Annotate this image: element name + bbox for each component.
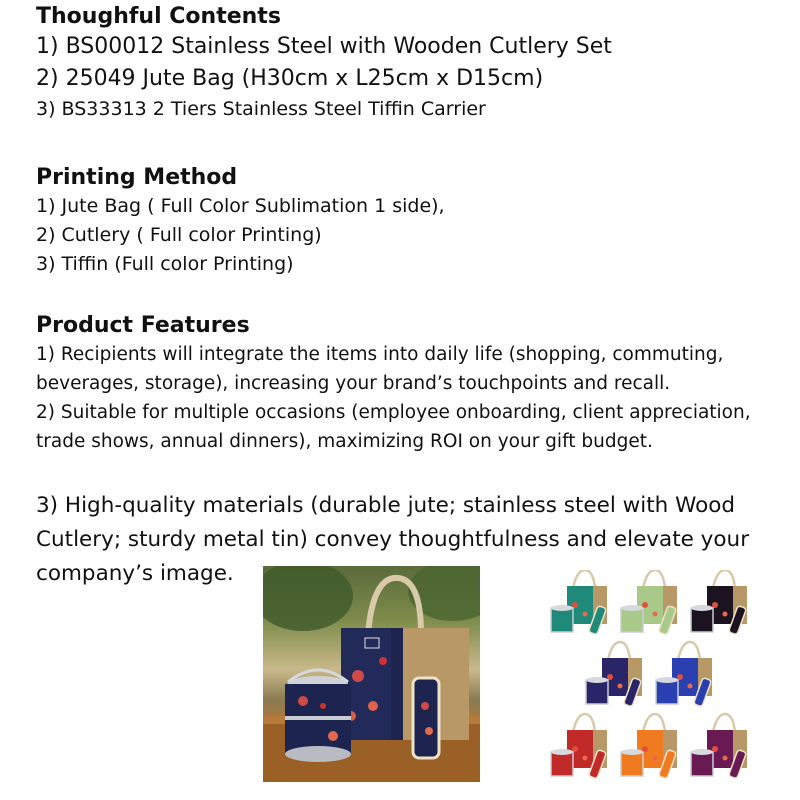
color-variant-8 (691, 714, 747, 779)
color-variants-illustration (545, 570, 760, 785)
features-heading: Product Features (36, 313, 250, 338)
color-variant-5 (656, 642, 712, 707)
feature-item-3-text: 3) High-quality materials (durable jute; stainless steel with Wood Cutlery; sturdy metal tin) convey thoughtfulness and elevate your company’s image. (36, 493, 750, 586)
color-variant-3 (691, 570, 747, 635)
printing-item-1: 1) Jute Bag ( Full Color Sublimation 1 side), (36, 195, 445, 217)
printing-section (36, 164, 800, 279)
printing-item-2: 2) Cutlery ( Full color Printing) (36, 224, 322, 246)
color-variant-2 (621, 570, 677, 635)
color-variant-6 (551, 714, 607, 779)
contents-item-3: 3) BS33313 2 Tiers Stainless Steel Tiffin Carrier (36, 98, 486, 120)
product-photo (263, 566, 480, 782)
color-variant-4 (586, 642, 642, 707)
contents-item-1: 1) BS00012 Stainless Steel with Wooden Cutlery Set (36, 34, 612, 59)
printing-item-3: 3) Tiffin (Full color Printing) (36, 253, 294, 275)
contents-item-2: 2) 25049 Jute Bag (H30cm x L25cm x D15cm) (36, 66, 544, 91)
feature-item-1: 1) Recipients will integrate the items into daily life (shopping, commuting, beverages, storage), increasing your brand’s touchpoints and recall. (36, 344, 724, 394)
color-variant-7 (621, 714, 677, 779)
printing-heading: Printing Method (36, 165, 238, 190)
feature-item-2: 2) Suitable for multiple occasions (employee onboarding, client appreciation, trade shows, annual dinners), maximizing ROI on your gift budget. (36, 402, 751, 452)
color-variants (545, 570, 760, 785)
features-section (36, 312, 800, 456)
product-photo-illustration (263, 566, 480, 782)
contents-heading: Thoughful Contents (36, 4, 281, 29)
color-variant-1 (551, 570, 607, 635)
contents-section (36, 3, 800, 124)
